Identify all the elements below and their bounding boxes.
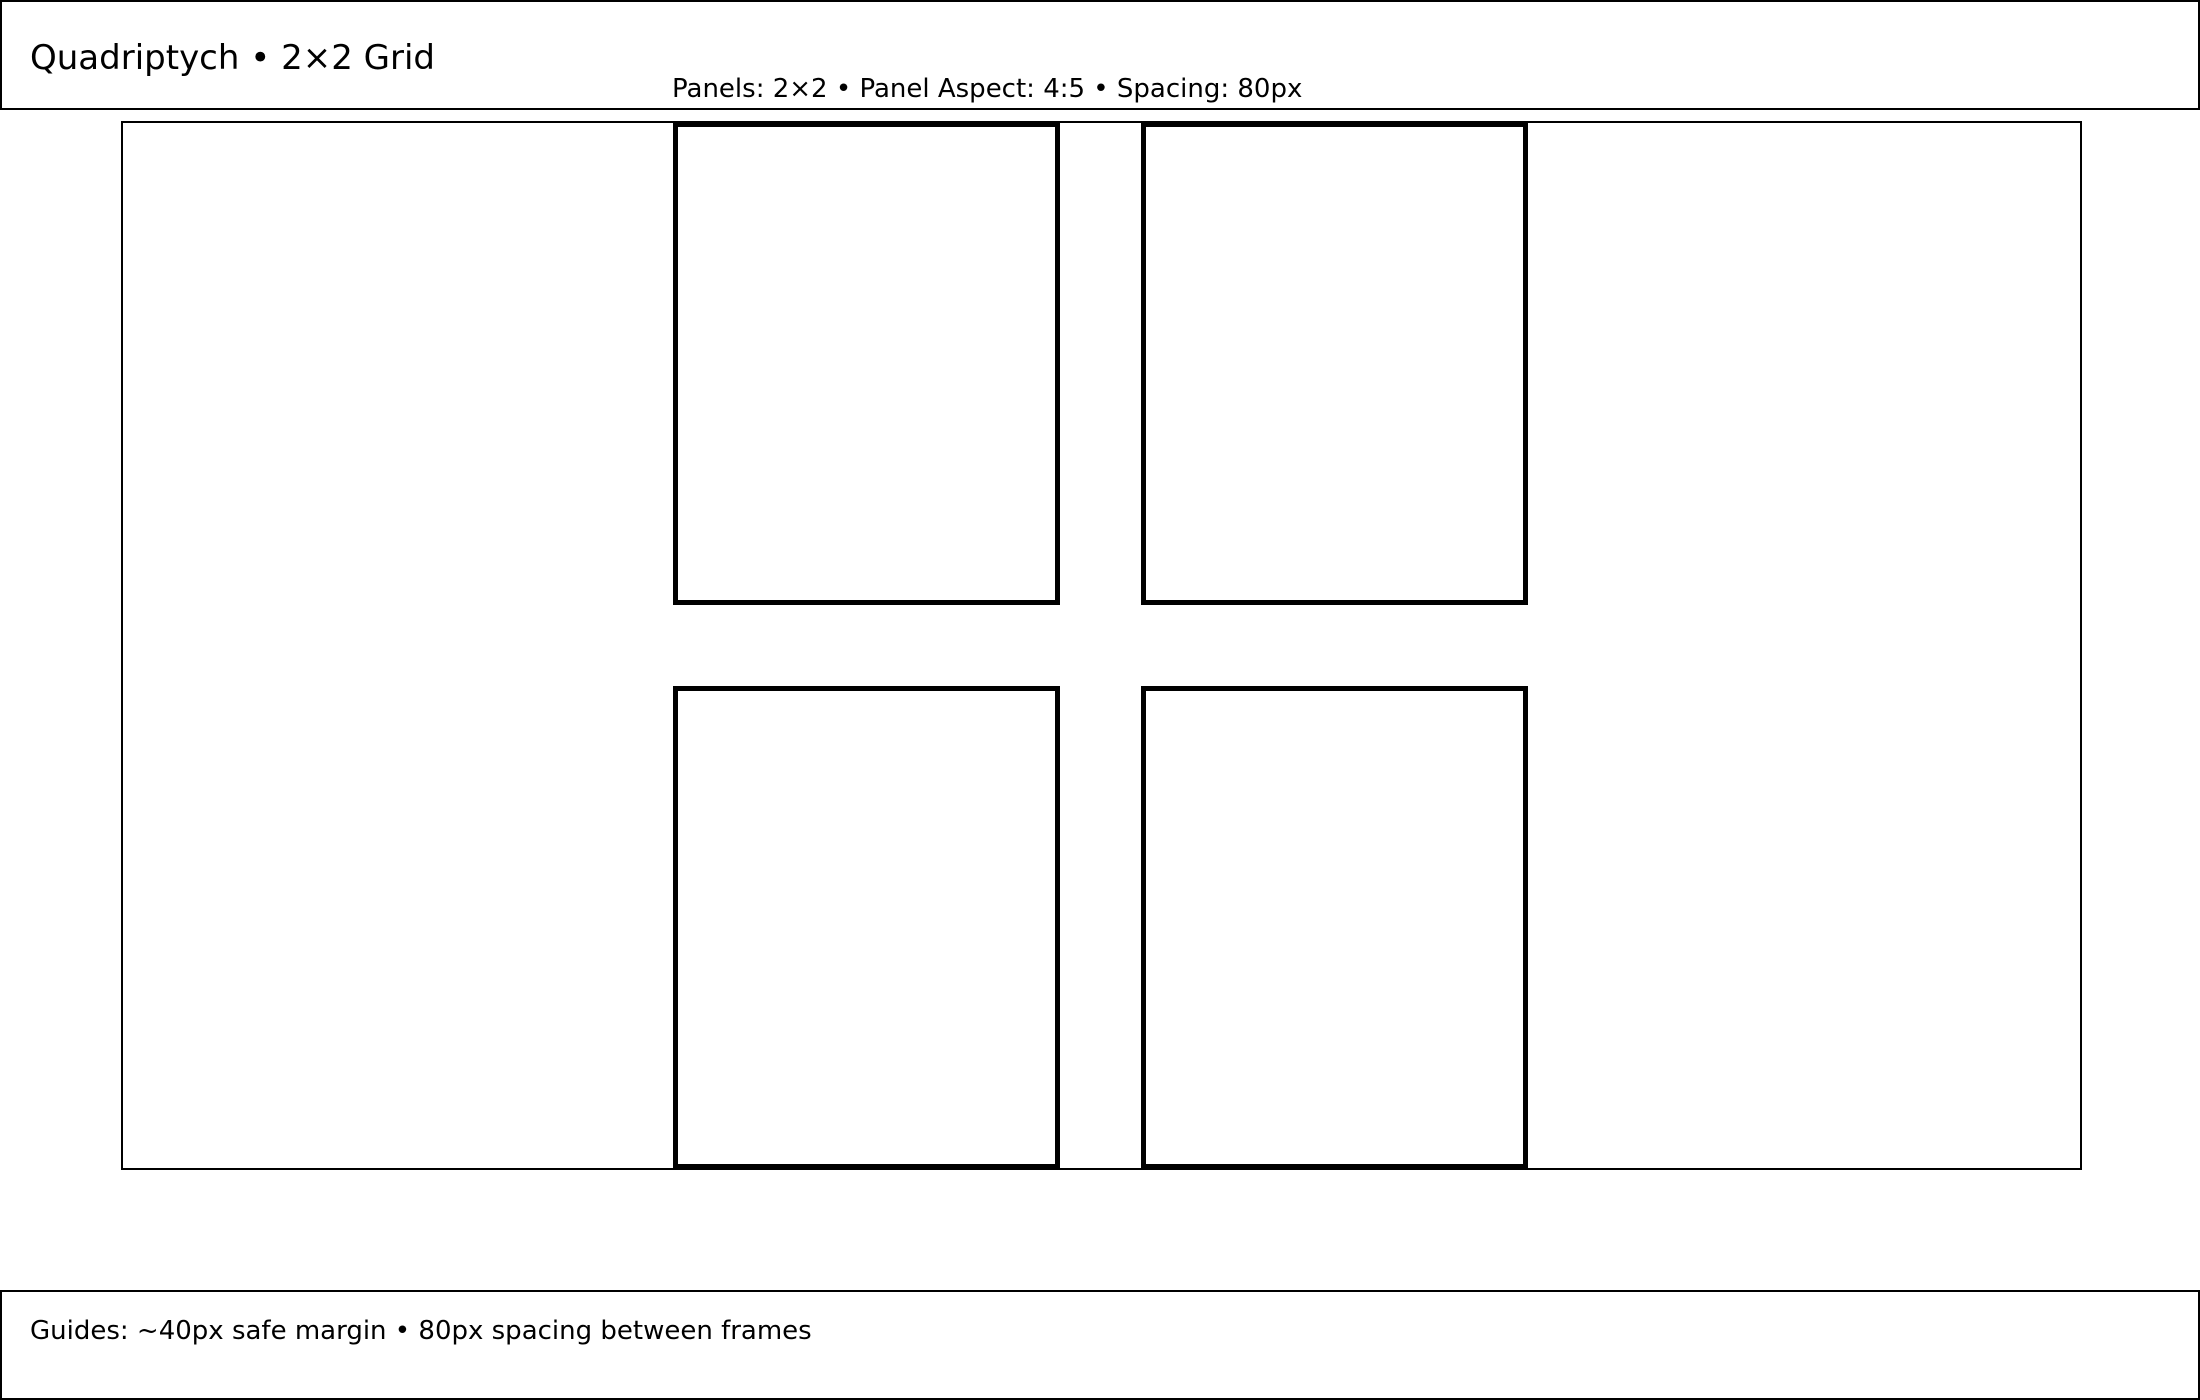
footer-bar	[0, 1290, 2200, 1400]
frame-top-left[interactable]	[673, 122, 1060, 605]
layout-canvas	[121, 121, 2082, 1170]
grid-info-label: Panels: 2×2 • Panel Aspect: 4:5 • Spacing: 80px	[672, 74, 1303, 104]
frame-bottom-left[interactable]	[673, 686, 1060, 1169]
frame-bottom-right[interactable]	[1141, 686, 1528, 1169]
guides-note: Guides: ~40px safe margin • 80px spacing between frames	[30, 1316, 812, 1346]
page-title: Quadriptych • 2×2 Grid	[30, 38, 436, 78]
frame-top-right[interactable]	[1141, 122, 1528, 605]
